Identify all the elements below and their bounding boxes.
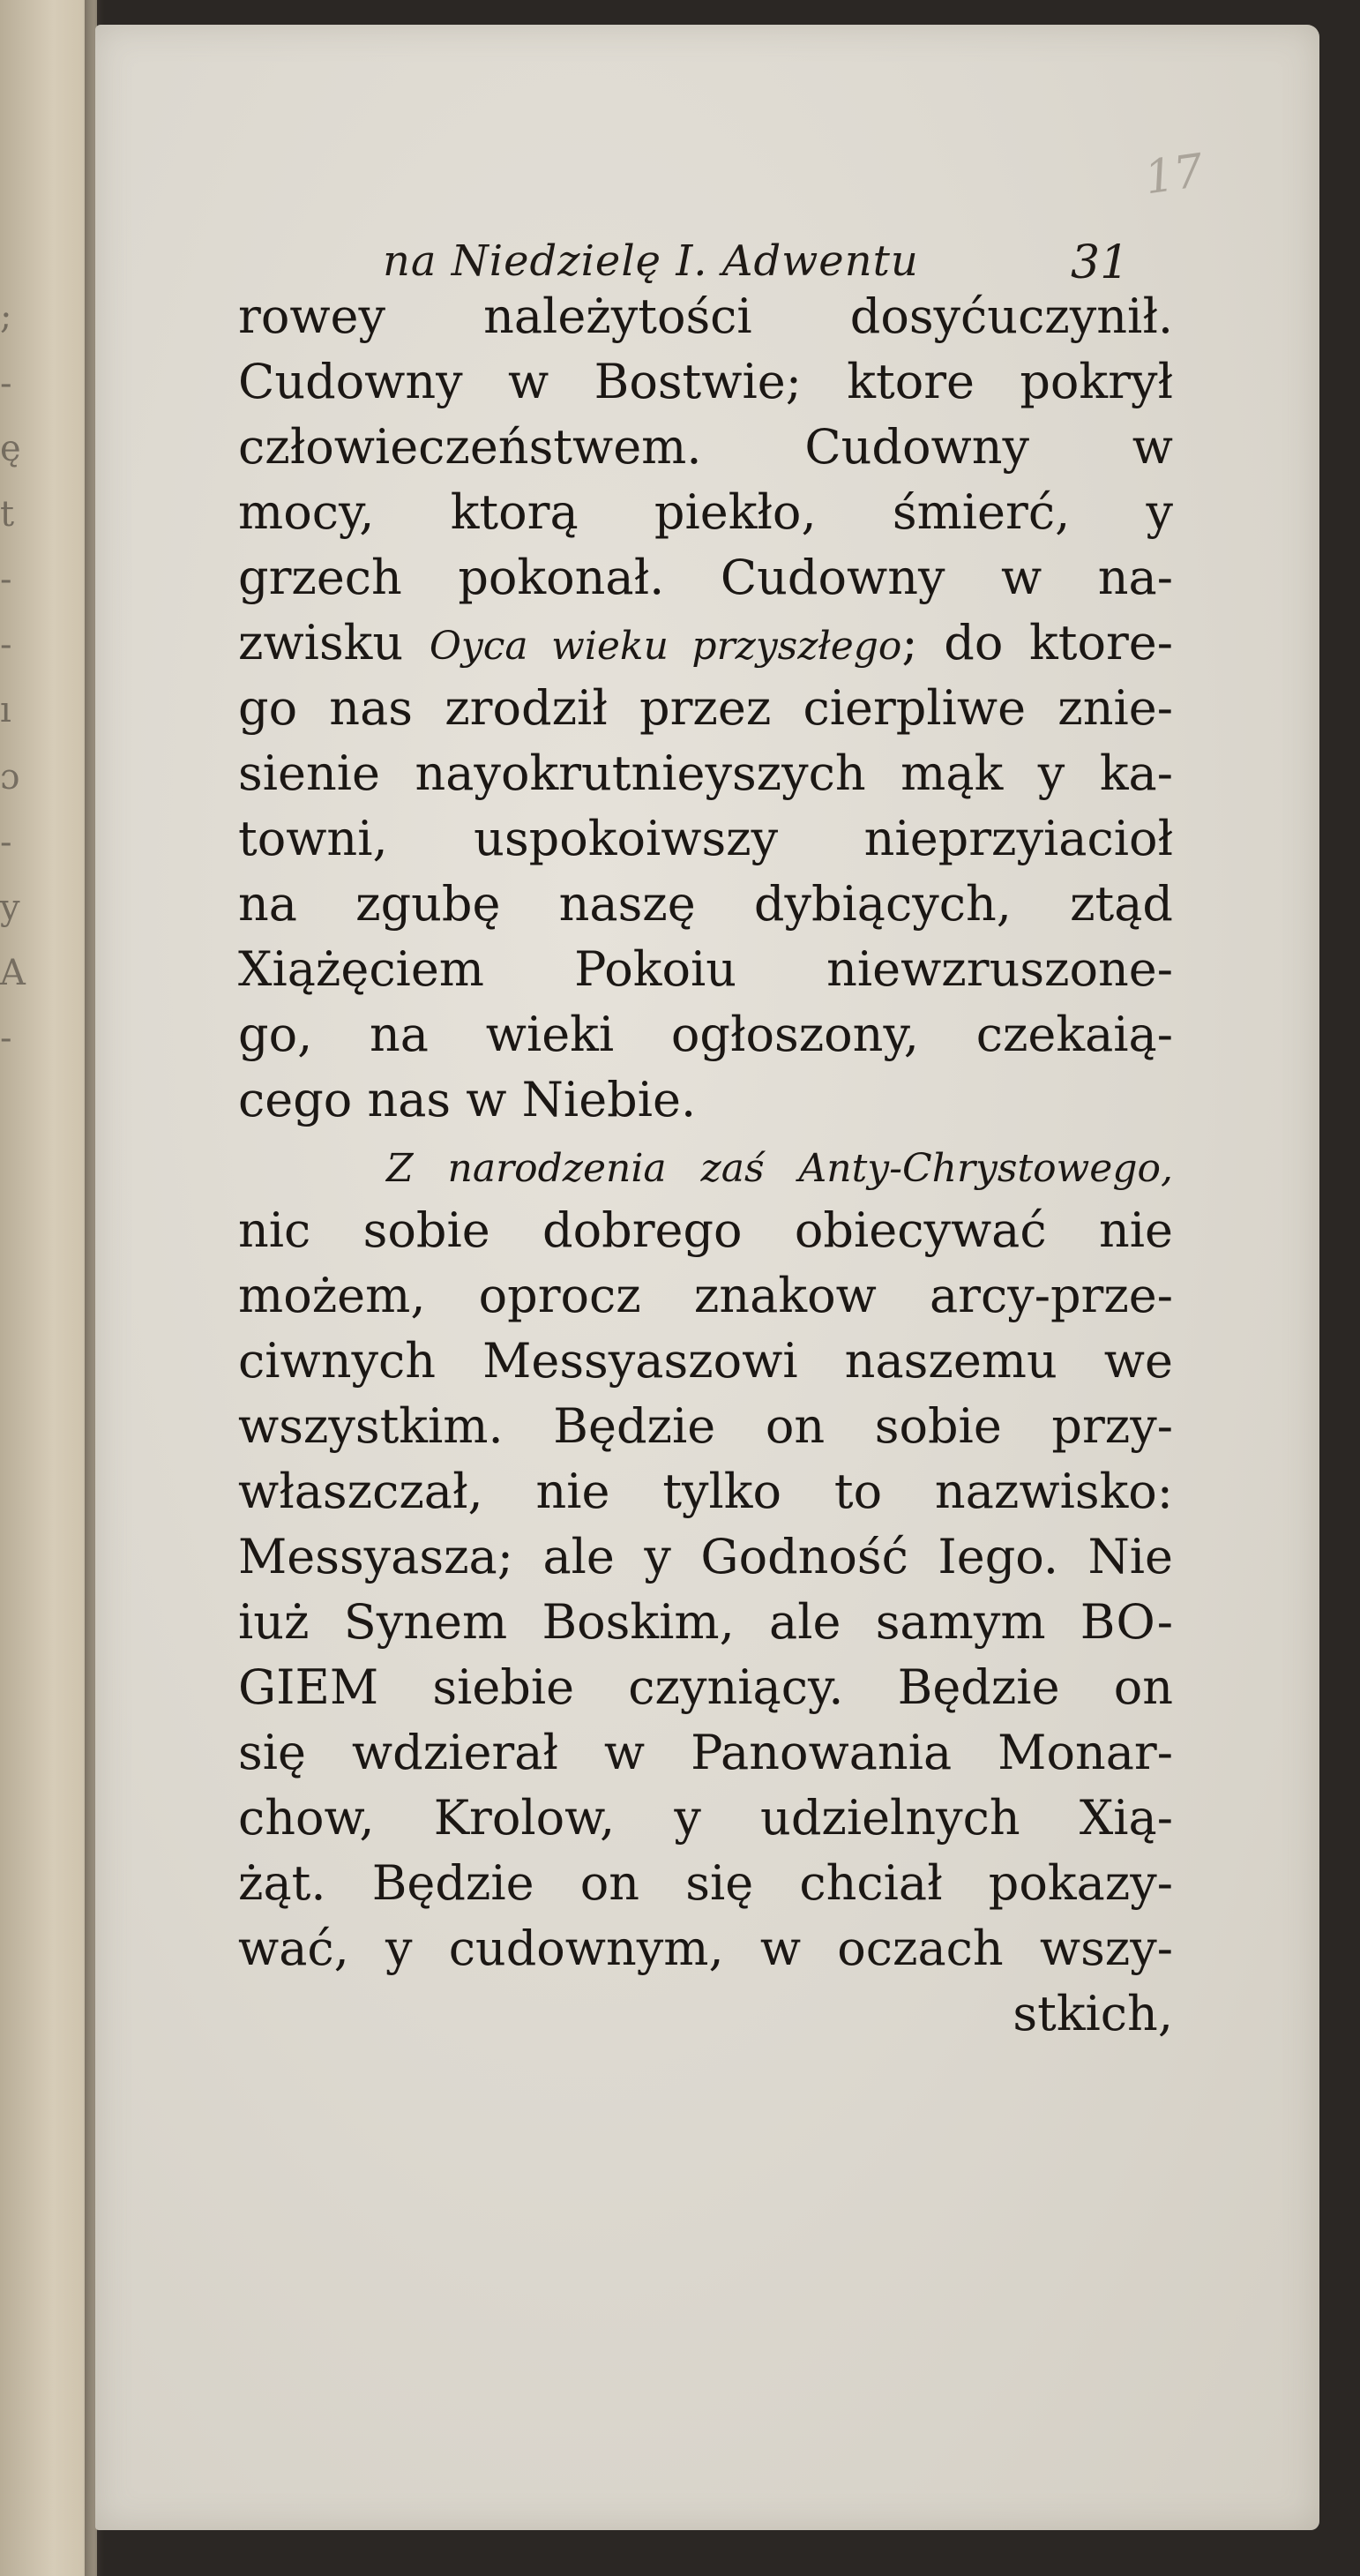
- margin-fragment: -: [0, 822, 12, 863]
- margin-fragment: ɔ: [0, 757, 20, 798]
- text-line: nic sobie dobrego obiecywać nie: [238, 1202, 1173, 1258]
- text-line: rowey należytości dosyćuczynił.: [238, 288, 1173, 344]
- pencil-page-number: 17: [1141, 144, 1207, 206]
- margin-fragment: ę: [0, 429, 21, 469]
- page-number: 31: [1071, 236, 1130, 289]
- margin-fragment: ı: [0, 690, 11, 730]
- text-line: towni, uspokoiwszy nieprzyiacioł: [238, 811, 1173, 866]
- text-line: grzech pokonał. Cudowny w na-: [238, 550, 1173, 605]
- text-line: Xiążęciem Pokoiu niewzruszone-: [238, 941, 1173, 997]
- italic-paragraph-opening: [238, 1133, 1173, 1198]
- text-line: wać, y cudownym, w oczach wszy-: [238, 1921, 1173, 1976]
- previous-page-edge: [0, 0, 97, 2576]
- text-line: możem, oprocz znakow arcy-prze-: [238, 1268, 1173, 1323]
- text-line: mocy, ktorą piekło, śmierć, y: [238, 484, 1173, 540]
- italic-phrase: Oyca wieku przyszłego: [429, 624, 902, 669]
- text-line: go, na wieki ogłoszony, czekaią-: [238, 1007, 1173, 1062]
- text-line: GIEM siebie czyniący. Będzie on: [238, 1659, 1173, 1715]
- book-page: [95, 25, 1319, 2530]
- text-line: człowieczeństwem. Cudowny w: [238, 419, 1173, 475]
- text-line: ciwnych Messyaszowi naszemu we: [238, 1333, 1173, 1389]
- text-line: iuż Synem Boskim, ale samym BO-: [238, 1594, 1173, 1650]
- text-line: właszczał, nie tylko to nazwisko:: [238, 1464, 1173, 1519]
- text-line: Messyasza; ale y Godność Iego. Nie: [238, 1529, 1173, 1584]
- text-line: Cudowny w Bostwie; ktore pokrył: [238, 354, 1173, 409]
- italic-phrase: Z narodzenia zaś Anty-Chrystowego,: [386, 1146, 1173, 1191]
- catchword: stkich,: [1013, 1986, 1173, 2041]
- text-line: go nas zrodził przez cierpliwe znie-: [238, 680, 1173, 736]
- text-line: wszystkim. Będzie on sobie przy-: [238, 1398, 1173, 1454]
- margin-fragment: -: [0, 1018, 12, 1059]
- margin-fragment: A: [0, 953, 26, 993]
- text-line: się wdzierał w Panowania Monar-: [238, 1725, 1173, 1780]
- margin-fragment: -: [0, 559, 12, 600]
- text-fragment: ; do ktore-: [901, 615, 1173, 670]
- margin-fragment: t: [0, 494, 15, 535]
- margin-fragment: -: [0, 625, 12, 665]
- text-line: żąt. Będzie on się chciał pokazy-: [238, 1855, 1173, 1911]
- text-line-mixed: [238, 610, 1173, 676]
- text-fragment: zwisku: [238, 615, 430, 670]
- text-line: na zgubę naszę dybiących, ztąd: [238, 876, 1173, 932]
- body-text: [238, 284, 1173, 2047]
- text-line: sienie nayokrutnieyszych mąk y ka-: [238, 745, 1173, 801]
- text-line: cego nas w Niebie.: [238, 1072, 697, 1127]
- margin-fragment: y: [0, 887, 20, 928]
- running-head: na Niedzielę I. Adwentu: [383, 236, 919, 286]
- margin-fragment: -: [0, 363, 12, 404]
- text-line: chow, Krolow, y udzielnych Xią-: [238, 1790, 1173, 1846]
- margin-fragment: ;: [0, 296, 12, 337]
